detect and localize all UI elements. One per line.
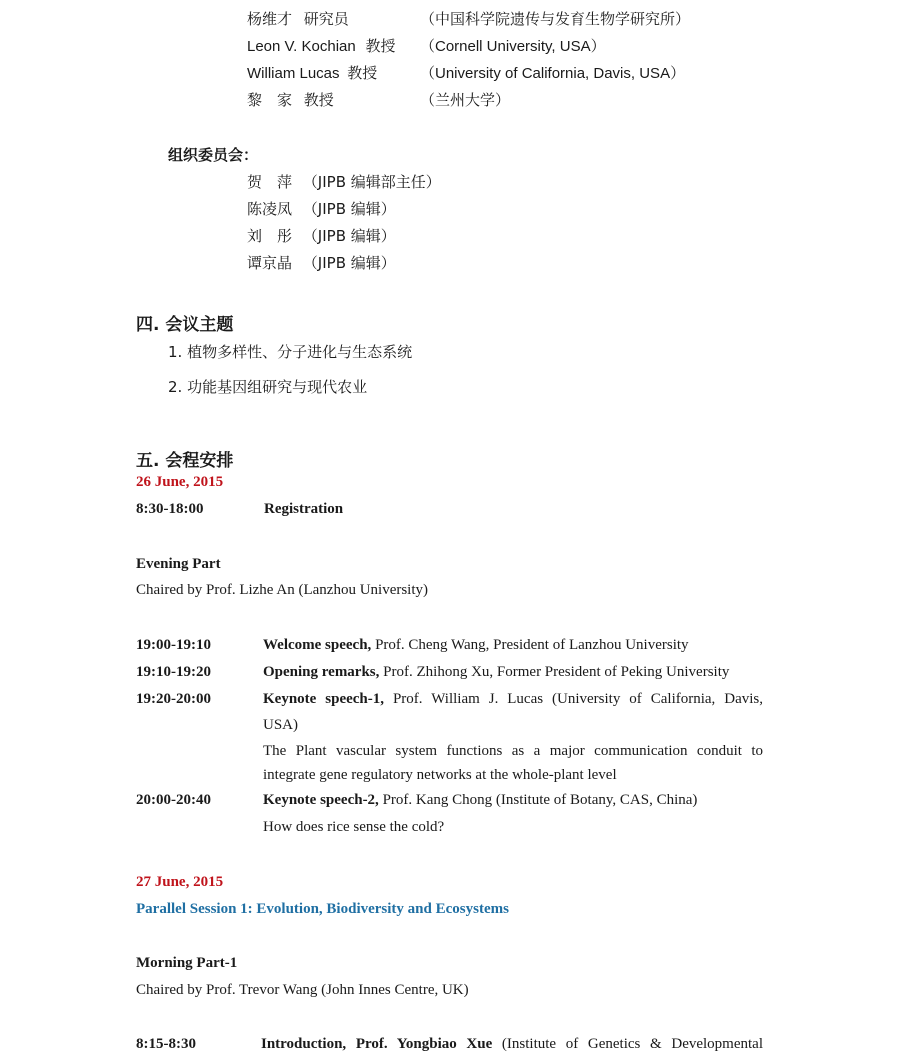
theme-item: 2. 功能基因组研究与现代农业 (168, 378, 368, 396)
organizer-row (247, 225, 396, 246)
member-name: Leon V. Kochian (247, 38, 356, 55)
day1-date: 26 June, 2015 (136, 474, 224, 490)
schedule-heading: 五. 会程安排 (136, 451, 234, 471)
member-affiliation: （兰州大学） (420, 91, 511, 109)
talk-title: How does rice sense the cold? (263, 819, 445, 835)
talk-title: The Plant vascular system functions as a major communication conduit to (263, 743, 763, 759)
evening-part-title: Evening Part (136, 556, 221, 572)
member-affiliation: （Cornell University, USA） (420, 38, 606, 55)
committee-row (247, 8, 349, 29)
agenda-item (263, 664, 729, 681)
item-detail-continued: USA) (263, 717, 299, 733)
registration-label: Registration (264, 501, 344, 517)
organizer-name: 贺 萍 (247, 173, 293, 191)
item-label: Welcome speech, (263, 637, 372, 653)
item-time: 8:15-8:30 (136, 1036, 196, 1052)
member-name: 杨维才 (247, 10, 293, 28)
theme-item: 1. 植物多样性、分子进化与生态系统 (168, 343, 413, 361)
organizer-row (247, 171, 441, 192)
member-title: 研究员 (303, 10, 349, 28)
organizer-name: 谭京晶 (247, 254, 293, 272)
item-detail: Prof. Zhihong Xu, Former President of Peking University (379, 664, 730, 680)
member-title: 教授 (365, 37, 396, 55)
talk-title: integrate gene regulatory networks at the whole-plant level (263, 767, 617, 783)
organizer-role: （JIPB 编辑） (302, 200, 396, 218)
agenda-item (263, 691, 763, 708)
organizer-role: （JIPB 编辑部主任） (302, 173, 441, 191)
organizing-committee-heading: 组织委员会： (168, 146, 259, 164)
evening-chair: Chaired by Prof. Lizhe An (Lanzhou University) (136, 582, 429, 598)
item-detail: Prof. William J. Lucas (University of California, Davis, (384, 691, 764, 707)
organizer-role: （JIPB 编辑） (302, 254, 396, 272)
member-name: William Lucas (247, 65, 340, 82)
organizer-row (247, 198, 396, 219)
morning-part-title: Morning Part-1 (136, 955, 238, 971)
member-title: 教授 (347, 64, 378, 82)
item-time: 19:00-19:10 (136, 637, 211, 653)
member-affiliation: （中国科学院遗传与发育生物学研究所） (420, 10, 691, 28)
agenda-item (263, 637, 689, 654)
morning-chair: Chaired by Prof. Trevor Wang (John Innes Centre, UK) (136, 982, 469, 998)
item-time: 20:00-20:40 (136, 792, 211, 808)
item-detail: Prof. Kang Chong (Institute of Botany, CAS, China) (378, 792, 698, 808)
item-detail: Prof. Cheng Wang, President of Lanzhou University (371, 637, 689, 653)
item-detail: (Institute of Genetics & Developmental (492, 1036, 763, 1052)
organizer-name: 刘 彤 (247, 227, 293, 245)
committee-row (247, 35, 395, 56)
organizer-row (247, 252, 396, 273)
item-time: 19:20-20:00 (136, 691, 211, 707)
item-label: Introduction, Prof. Yongbiao Xue (261, 1036, 493, 1052)
member-name: 黎 家 (247, 91, 293, 109)
organizer-name: 陈凌凤 (247, 200, 293, 218)
member-affiliation: （University of California, Davis, USA） (420, 65, 686, 82)
item-label: Keynote speech-1, (263, 691, 385, 707)
committee-row (247, 89, 334, 110)
item-time: 19:10-19:20 (136, 664, 211, 680)
registration-time: 8:30-18:00 (136, 501, 204, 517)
item-label: Opening remarks, (263, 664, 380, 680)
themes-heading: 四. 会议主题 (136, 315, 234, 335)
agenda-item (261, 1036, 763, 1053)
committee-row (247, 62, 377, 83)
organizer-role: （JIPB 编辑） (302, 227, 396, 245)
member-title: 教授 (303, 91, 334, 109)
parallel-session-title: Parallel Session 1: Evolution, Biodiversity and Ecosystems (136, 901, 509, 917)
item-label: Keynote speech-2, (263, 792, 379, 808)
day2-date: 27 June, 2015 (136, 874, 224, 890)
agenda-item (263, 792, 697, 809)
